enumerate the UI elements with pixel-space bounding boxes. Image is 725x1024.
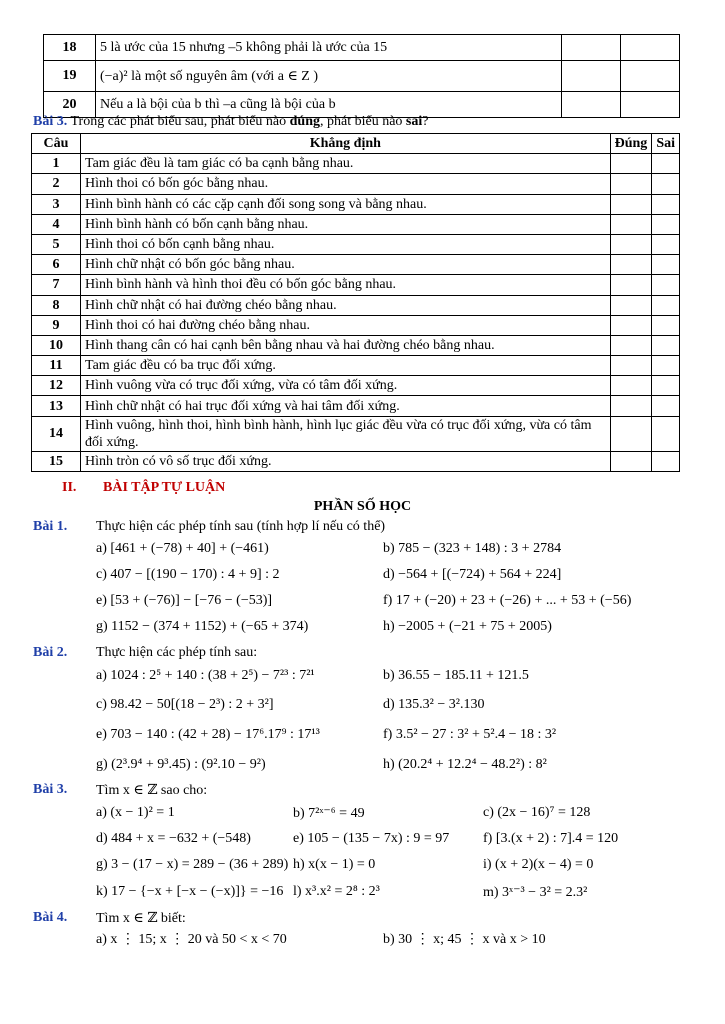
ex1-item-c: c) 407 − [(190 − 170) : 4 + 9] : 2 [96,567,280,582]
statement: Hình chữ nhật có hai đường chéo bằng nhau. [81,295,611,315]
exercise-3-prompt: Tìm x ∈ ℤ sao cho: [96,783,208,798]
answer-cell [621,35,680,61]
table-row [44,35,680,61]
table-row [32,396,680,416]
row-number: 2 [32,174,81,194]
ex4-item-b: b) 30 ⋮ x; 45 ⋮ x và x > 10 [383,932,546,947]
ex3-item-i: i) (x + 2)(x − 4) = 0 [483,857,594,872]
table-row [32,214,680,234]
table-row [32,335,680,355]
statement: Hình thoi có hai đường chéo bằng nhau. [81,315,611,335]
statement: Tam giác đều có ba trục đối xứng. [81,356,611,376]
answer-cell [652,376,680,396]
answer-cell [610,416,652,451]
ex2-item-e: e) 703 − 140 : (42 + 28) − 17⁶.17⁹ : 17¹³ [96,727,320,742]
exercise-1-prompt: Thực hiện các phép tính sau (tính hợp lí nếu có thể) [96,519,386,534]
row-number: 18 [44,35,96,61]
ex3-item-f: f) [3.(x + 2) : 7].4 = 120 [483,831,619,846]
ex3-item-m: m) 3ˣ⁻³ − 3² = 2.3² [483,885,588,900]
row-number: 15 [32,451,81,471]
ex3-item-g: g) 3 − (17 − x) = 289 − (36 + 289) [96,857,289,872]
statement: Hình bình hành có các cặp cạnh đối song song và bằng nhau. [81,194,611,214]
ex3-item-c: c) (2x − 16)⁷ = 128 [483,805,591,820]
row-number: 4 [32,214,81,234]
answer-cell [610,335,652,355]
statement: Nếu a là bội của b thì –a cũng là bội của b [96,92,562,118]
ex2-item-h: h) (20.2⁴ + 12.2⁴ − 48.2²) : 8² [383,757,547,772]
answer-cell [610,376,652,396]
table-row [32,416,680,451]
row-number: 6 [32,255,81,275]
row-number: 1 [32,154,81,174]
table-row [32,275,680,295]
answer-cell [652,335,680,355]
table-header [32,134,680,154]
table-row [32,255,680,275]
answer-cell [610,214,652,234]
ex1-item-a: a) [461 + (−78) + 40] + (−461) [96,541,269,556]
answer-cell [610,396,652,416]
answer-cell [610,295,652,315]
statement: Hình vuông vừa có trục đối xứng, vừa có tâm đối xứng. [81,376,611,396]
row-number: 9 [32,315,81,335]
table-row [32,356,680,376]
statement: (−a)² là một số nguyên âm (với a ∈ Z ) [96,61,562,92]
ex1-item-b: b) 785 − (323 + 148) : 3 + 2784 [383,541,562,556]
section-subtitle: PHẦN SỐ HỌC [313,499,412,514]
answer-cell [652,154,680,174]
answer-cell [562,35,621,61]
answer-cell [652,451,680,471]
ex3-item-e: e) 105 − (135 − 7x) : 9 = 97 [293,831,450,846]
answer-cell [562,61,621,92]
answer-cell [652,214,680,234]
answer-cell [652,416,680,451]
ex3-item-h: h) x(x − 1) = 0 [293,857,376,872]
table-row [32,451,680,471]
answer-cell [652,174,680,194]
answer-cell [652,194,680,214]
answer-cell [652,356,680,376]
header-statement: Khẳng định [81,134,611,154]
statement: Hình chữ nhật có bốn góc bằng nhau. [81,255,611,275]
answer-cell [621,92,680,118]
answer-cell [610,174,652,194]
row-number: 11 [32,356,81,376]
section-title: BÀI TẬP TỰ LUẬN [103,480,226,495]
row-number: 7 [32,275,81,295]
table-row [32,194,680,214]
ex2-item-c: c) 98.42 − 50[(18 − 2³) : 2 + 3²] [96,697,274,712]
answer-cell [610,315,652,335]
ex1-item-h: h) −2005 + (−21 + 75 + 2005) [383,619,552,634]
answer-cell [652,255,680,275]
exercise-4-prompt: Tìm x ∈ ℤ biết: [96,911,186,926]
answer-cell [610,194,652,214]
ex1-item-f: f) 17 + (−20) + 23 + (−26) + ... + 53 + (−56) [383,593,632,608]
exercise-1-label: Bài 1. [33,519,68,534]
ex3-item-b: b) 7²ˣ⁻⁶ = 49 [293,806,365,821]
statement: Hình bình hành và hình thoi đều có bốn góc bằng nhau. [81,275,611,295]
ex3-item-k: k) 17 − {−x + [−x − (−x)]} = −16 [96,884,284,899]
statement: Hình bình hành có bốn cạnh bằng nhau. [81,214,611,234]
ex3-item-d: d) 484 + x = −632 + (−548) [96,831,251,846]
ex3-item-l: l) x³.x² = 2⁸ : 2³ [293,884,380,899]
table-row [44,61,680,92]
statement: Hình thoi có bốn cạnh bằng nhau. [81,234,611,254]
answer-cell [652,275,680,295]
row-number: 5 [32,234,81,254]
answer-cell [621,61,680,92]
header-dung: Đúng [610,134,652,154]
table-row [32,295,680,315]
ex2-item-g: g) (2³.9⁴ + 9³.45) : (9².10 − 9²) [96,757,266,772]
ex2-item-a: a) 1024 : 2⁵ + 140 : (38 + 2⁵) − 7²³ : 7²¹ [96,668,315,683]
answer-cell [610,154,652,174]
header-cau: Câu [32,134,81,154]
row-number: 8 [32,295,81,315]
statement: 5 là ước của 15 nhưng –5 không phải là ước của 15 [96,35,562,61]
answer-cell [610,255,652,275]
continuation-table [43,34,680,118]
table-row [32,315,680,335]
statement: Hình vuông, hình thoi, hình bình hành, hình lục giác đều vừa có trục đối xứng, vừa có tâm đối xứng. [81,416,611,451]
ex2-item-d: d) 135.3² − 3².130 [383,697,485,712]
answer-cell [562,92,621,118]
answer-cell [610,275,652,295]
table-row [32,174,680,194]
answer-cell [652,396,680,416]
row-number: 12 [32,376,81,396]
ex1-item-d: d) −564 + [(−724) + 564 + 224] [383,567,562,582]
header-sai: Sai [652,134,680,154]
row-number: 20 [44,92,96,118]
statement: Hình thang cân có hai cạnh bên bằng nhau và hai đường chéo bằng nhau. [81,335,611,355]
row-number: 13 [32,396,81,416]
exercise-4-label: Bài 4. [33,910,68,925]
row-number: 19 [44,61,96,92]
ex4-item-a: a) x ⋮ 15; x ⋮ 20 và 50 < x < 70 [96,932,287,947]
exercise-3-label: Bài 3. [33,782,68,797]
table-row [32,234,680,254]
table-row [32,154,680,174]
statement: Tam giác đều là tam giác có ba cạnh bằng nhau. [81,154,611,174]
answer-cell [652,234,680,254]
exercise-2-prompt: Thực hiện các phép tính sau: [96,645,258,660]
exercise-3-heading: Bài 3. Trong các phát biểu sau, phát biểu nào đúng, phát biểu nào sai? [33,114,429,129]
answer-cell [610,451,652,471]
answer-cell [610,356,652,376]
answer-cell [652,295,680,315]
ex1-item-g: g) 1152 − (374 + 1152) + (−65 + 374) [96,619,309,634]
statement: Hình tròn có vô số trục đối xứng. [81,451,611,471]
statement: Hình chữ nhật có hai trục đối xứng và hai tâm đối xứng. [81,396,611,416]
ex2-item-b: b) 36.55 − 185.11 + 121.5 [383,668,529,683]
table-row [32,376,680,396]
answer-cell [610,234,652,254]
statement: Hình thoi có bốn góc bằng nhau. [81,174,611,194]
ex2-item-f: f) 3.5² − 27 : 3² + 5².4 − 18 : 3² [383,727,557,742]
ex1-item-e: e) [53 + (−76)] − [−76 − (−53)] [96,593,273,608]
ex3-item-a: a) (x − 1)² = 1 [96,805,175,820]
row-number: 3 [32,194,81,214]
true-false-table [31,133,680,472]
row-number: 10 [32,335,81,355]
exercise-2-label: Bài 2. [33,645,68,660]
answer-cell [652,315,680,335]
section-roman: II. [62,480,77,495]
row-number: 14 [32,416,81,451]
